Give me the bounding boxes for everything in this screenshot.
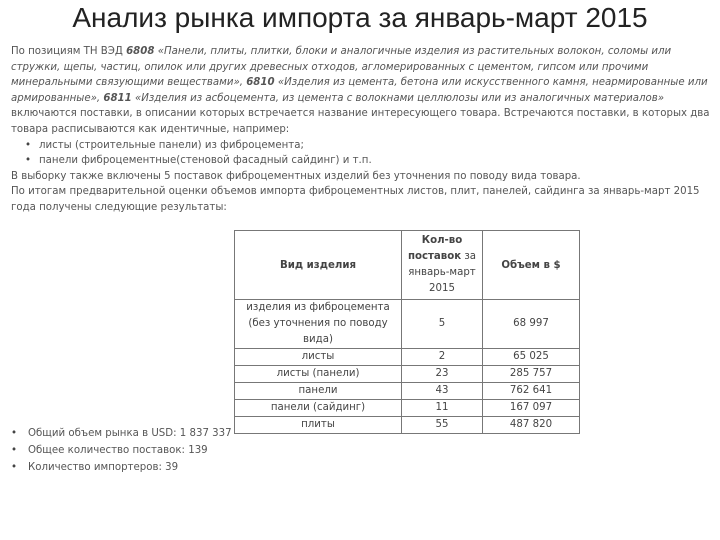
- cell-count: 2: [402, 349, 483, 366]
- cell-count: 23: [402, 366, 483, 383]
- header-volume: Объем в $: [483, 231, 580, 300]
- desc-6808: «Панели, плиты, плитки, блоки и аналогичные изделия из растительных волокон, соломы или стружки, щепы, частиц, опилок или других древесных отходов, агломерированных с цементом, гипсом или прочими минеральными связующими веществами»,: [11, 46, 672, 89]
- table-header-row: [235, 231, 580, 300]
- cell-volume: 65 025: [483, 349, 580, 366]
- note-results: По итогам предварительной оценки объемов импорта фиброцементных листов, плит, панелей, сайдинга за январь-март 2015 года получены следующие результаты:: [11, 186, 700, 213]
- cell-count: 55: [402, 417, 483, 434]
- header-kind: Вид изделия: [235, 231, 402, 300]
- summary-block: [11, 425, 232, 476]
- header-count: [402, 231, 483, 300]
- list-item: • панели фиброцементные(стеновой фасадный сайдинг) и т.п.: [25, 153, 713, 169]
- header-count-rest: за январь-март 2015: [408, 251, 477, 294]
- table-row: [235, 349, 580, 366]
- code-6808: 6808: [126, 46, 155, 57]
- table-row: [235, 366, 580, 383]
- examples-list: [11, 138, 713, 169]
- cell-volume: 68 997: [483, 300, 580, 349]
- table-row: [235, 417, 580, 434]
- cell-volume: 487 820: [483, 417, 580, 434]
- intro-prefix: По позициям ТН ВЭД: [11, 46, 127, 57]
- cell-kind: листы (панели): [235, 366, 402, 383]
- cell-kind: листы: [235, 349, 402, 366]
- summary-importers: • Количество импортеров: 39: [11, 459, 232, 476]
- intro-paragraph: [11, 44, 713, 138]
- page-title: Анализ рынка импорта за январь-март 2015: [72, 2, 648, 33]
- cell-kind: изделия из фиброцемента (без уточнения по поводу вида): [235, 300, 402, 349]
- import-table: [234, 230, 580, 434]
- cell-kind: панели (сайдинг): [235, 400, 402, 417]
- code-6810: 6810: [246, 77, 275, 89]
- cell-volume: 762 641: [483, 383, 580, 400]
- table-row: [235, 383, 580, 400]
- note-sample: В выборку также включены 5 поставок фиброцементных изделий без уточнения по поводу вида товара.: [11, 170, 581, 182]
- table-row: [235, 300, 580, 349]
- intro-suffix: включаются поставки, в описании которых встречается название интересующего товара. Встречаются поставки, в которых два товара расписываются как идентичные, например:: [11, 108, 710, 135]
- code-6811: 6811: [103, 92, 132, 104]
- summary-shipments: • Общее количество поставок: 139: [11, 442, 232, 459]
- cell-kind: панели: [235, 383, 402, 400]
- cell-count: 5: [402, 300, 483, 349]
- cell-volume: 167 097: [483, 400, 580, 417]
- cell-kind: плиты: [235, 417, 402, 434]
- summary-total-usd: • Общий объем рынка в USD: 1 837 337: [11, 425, 232, 442]
- cell-count: 43: [402, 383, 483, 400]
- list-item: • листы (строительные панели) из фиброцемента;: [25, 138, 713, 154]
- summary-list: [11, 425, 232, 476]
- intro-text: [11, 44, 713, 216]
- cell-volume: 285 757: [483, 366, 580, 383]
- table-row: [235, 400, 580, 417]
- desc-6811: «Изделия из асбоцемента, из цемента с волокнами целлюлозы или из аналогичных материалов»: [131, 92, 664, 104]
- header-count-bold: Кол-во поставок: [407, 235, 463, 262]
- cell-count: 11: [402, 400, 483, 417]
- desc-6810: «Изделия из цемента, бетона или искусственного камня, неармированные или армированные»,: [11, 77, 708, 104]
